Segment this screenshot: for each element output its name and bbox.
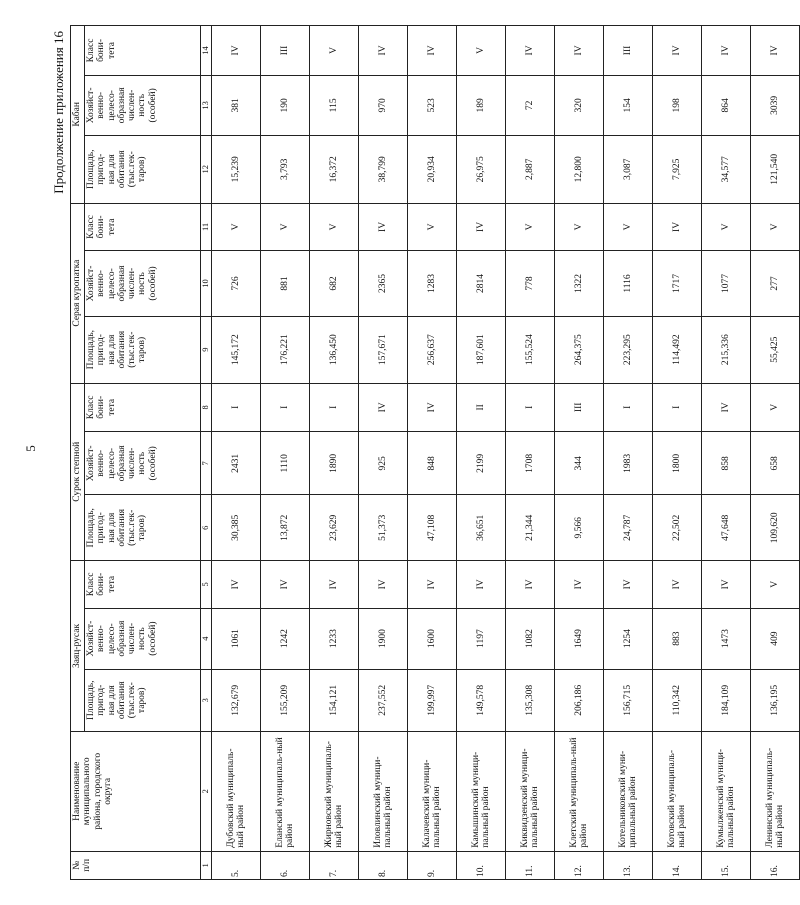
table-cell: 110,342: [653, 669, 702, 731]
table-cell: 1254: [604, 608, 653, 669]
district-name: Котовский муниципаль-ный район: [653, 731, 702, 851]
table-cell: I: [506, 383, 555, 432]
row-number: 7.: [310, 851, 359, 879]
table-cell: 157,671: [359, 316, 408, 383]
column-number: 11: [201, 203, 212, 251]
table-cell: 1983: [604, 432, 653, 495]
header-bonitet-class: Класс бони- тета: [85, 203, 201, 251]
table-cell: I: [261, 383, 310, 432]
table-body: [212, 26, 800, 880]
column-number: 8: [201, 383, 212, 432]
table-cell: 864: [702, 75, 751, 135]
table-cell: 1322: [555, 251, 604, 317]
table-cell: 7,925: [653, 135, 702, 203]
table-cell: IV: [261, 561, 310, 609]
table-cell: 2365: [359, 251, 408, 317]
table-cell: 1717: [653, 251, 702, 317]
table-cell: IV: [359, 383, 408, 432]
table-cell: 21,344: [506, 495, 555, 561]
district-name: Кумылженский муници-пальный район: [702, 731, 751, 851]
table-cell: 1077: [702, 251, 751, 317]
table-cell: 1800: [653, 432, 702, 495]
table-cell: 136,450: [310, 316, 359, 383]
table-cell: 2,887: [506, 135, 555, 203]
header-species: Серая куропатка: [71, 203, 85, 383]
table-cell: IV: [604, 561, 653, 609]
header-row-column-numbers: [201, 26, 212, 880]
table-row: [408, 26, 457, 880]
table-cell: 23,629: [310, 495, 359, 561]
table-cell: IV: [506, 26, 555, 76]
table-cell: 136,195: [751, 669, 800, 731]
table-cell: 3,087: [604, 135, 653, 203]
table-cell: 1890: [310, 432, 359, 495]
table-cell: 38,799: [359, 135, 408, 203]
table-row: [555, 26, 604, 880]
table-cell: I: [604, 383, 653, 432]
table-cell: II: [457, 383, 506, 432]
column-number: 4: [201, 608, 212, 669]
table-cell: 12,800: [555, 135, 604, 203]
table-cell: 1600: [408, 608, 457, 669]
table-cell: V: [212, 203, 261, 251]
table-cell: 47,108: [408, 495, 457, 561]
table-cell: IV: [555, 561, 604, 609]
table-cell: 187,601: [457, 316, 506, 383]
table-cell: IV: [310, 561, 359, 609]
row-number: 14.: [653, 851, 702, 879]
table-row: [604, 26, 653, 880]
table-cell: 51,373: [359, 495, 408, 561]
header-area: Площадь, пригод- ная для обитания (тыс.гек- таров): [85, 495, 201, 561]
table-cell: 72: [506, 75, 555, 135]
table-cell: 24,787: [604, 495, 653, 561]
table-cell: 115: [310, 75, 359, 135]
row-number: 16.: [751, 851, 800, 879]
table-cell: 726: [212, 251, 261, 317]
table-cell: III: [261, 26, 310, 76]
header-bonitet-class: Класс бони- тета: [85, 26, 201, 76]
table-cell: 658: [751, 432, 800, 495]
district-name: Еланский муниципаль-ный район: [261, 731, 310, 851]
table-cell: IV: [457, 203, 506, 251]
table-cell: 256,637: [408, 316, 457, 383]
header-area: Площадь, пригод- ная для обитания (тыс.гек- таров): [85, 316, 201, 383]
header-count: Хозяйст- венно- целесо- образная числен- ность (особей): [85, 75, 201, 135]
table-cell: 55,425: [751, 316, 800, 383]
table-cell: IV: [653, 26, 702, 76]
header-species: Кабан: [71, 26, 85, 204]
table-cell: 1242: [261, 608, 310, 669]
table-cell: V: [261, 203, 310, 251]
table-cell: IV: [408, 561, 457, 609]
table-row: [310, 26, 359, 880]
table-cell: 176,221: [261, 316, 310, 383]
row-number: 9.: [408, 851, 457, 879]
column-number: 3: [201, 669, 212, 731]
column-number: 1: [201, 851, 212, 879]
table-cell: 121,540: [751, 135, 800, 203]
continuation-heading: Продолжение приложения 16: [51, 31, 66, 194]
district-name: Камышинский муници-пальный район: [457, 731, 506, 851]
table-cell: 848: [408, 432, 457, 495]
table-cell: 1116: [604, 251, 653, 317]
table-cell: 970: [359, 75, 408, 135]
row-number: 10.: [457, 851, 506, 879]
table-cell: 2431: [212, 432, 261, 495]
table-cell: 9,566: [555, 495, 604, 561]
column-number: 10: [201, 251, 212, 317]
table-cell: 199,997: [408, 669, 457, 731]
table-cell: 925: [359, 432, 408, 495]
table-cell: 223,295: [604, 316, 653, 383]
district-name: Дубовский муниципаль-ный район: [212, 731, 261, 851]
table-cell: 3,793: [261, 135, 310, 203]
column-number: 12: [201, 135, 212, 203]
table-cell: 135,308: [506, 669, 555, 731]
row-number: 8.: [359, 851, 408, 879]
table-cell: V: [408, 203, 457, 251]
table-cell: V: [702, 203, 751, 251]
table-cell: 132,679: [212, 669, 261, 731]
table-cell: 381: [212, 75, 261, 135]
table-cell: 26,975: [457, 135, 506, 203]
district-name: Иловлинский муници-пальный район: [359, 731, 408, 851]
table-cell: 1110: [261, 432, 310, 495]
table-cell: 277: [751, 251, 800, 317]
column-number: 14: [201, 26, 212, 76]
row-number: 6.: [261, 851, 310, 879]
table-cell: 1061: [212, 608, 261, 669]
table-cell: 154: [604, 75, 653, 135]
table-cell: 778: [506, 251, 555, 317]
header-row-species: [71, 26, 85, 880]
table-cell: IV: [457, 561, 506, 609]
table-cell: IV: [506, 561, 555, 609]
table-row: [212, 26, 261, 880]
header-bonitet-class: Класс бони- тета: [85, 561, 201, 609]
table-cell: 47,648: [702, 495, 751, 561]
table-cell: IV: [212, 561, 261, 609]
table-row: [653, 26, 702, 880]
table-cell: 320: [555, 75, 604, 135]
table-cell: V: [310, 26, 359, 76]
table-cell: IV: [751, 26, 800, 76]
table-cell: 13,872: [261, 495, 310, 561]
column-number: 6: [201, 495, 212, 561]
table-row: [751, 26, 800, 880]
table-cell: IV: [359, 26, 408, 76]
table-cell: IV: [359, 203, 408, 251]
table-cell: V: [751, 561, 800, 609]
table-cell: 264,375: [555, 316, 604, 383]
table-cell: 145,172: [212, 316, 261, 383]
table-row: [506, 26, 555, 880]
table-cell: 156,715: [604, 669, 653, 731]
table-cell: 883: [653, 608, 702, 669]
table-cell: 190: [261, 75, 310, 135]
header-area: Площадь, пригод- ная для обитания (тыс.гек- таров): [85, 135, 201, 203]
table-cell: V: [457, 26, 506, 76]
table-cell: 154,121: [310, 669, 359, 731]
header-count: Хозяйст- венно- целесо- образная числен- ность (особей): [85, 608, 201, 669]
table-row: [702, 26, 751, 880]
table-cell: 1197: [457, 608, 506, 669]
header-species: Заяц-русак: [71, 561, 85, 732]
table-row: [457, 26, 506, 880]
table-cell: IV: [702, 26, 751, 76]
table-cell: 1233: [310, 608, 359, 669]
table-cell: IV: [653, 203, 702, 251]
table-cell: I: [212, 383, 261, 432]
row-number: 15.: [702, 851, 751, 879]
row-number: 13.: [604, 851, 653, 879]
table-cell: IV: [408, 26, 457, 76]
header-count: Хозяйст- венно- целесо- образная числен- ность (особей): [85, 251, 201, 317]
table-cell: IV: [555, 26, 604, 76]
table-cell: 114,492: [653, 316, 702, 383]
table-cell: 34,577: [702, 135, 751, 203]
table-cell: 149,578: [457, 669, 506, 731]
table-header: [71, 26, 212, 880]
table-cell: 206,186: [555, 669, 604, 731]
table-cell: I: [310, 383, 359, 432]
table-cell: 881: [261, 251, 310, 317]
table-cell: 36,651: [457, 495, 506, 561]
table-cell: 215,336: [702, 316, 751, 383]
table-cell: 682: [310, 251, 359, 317]
rotated-content: [51, 25, 785, 880]
column-number: 9: [201, 316, 212, 383]
column-number: 2: [201, 731, 212, 851]
table-cell: III: [604, 26, 653, 76]
table-cell: 3039: [751, 75, 800, 135]
table-cell: 1649: [555, 608, 604, 669]
column-number: 13: [201, 75, 212, 135]
district-name: Ленинский муниципаль-ный район: [751, 731, 800, 851]
district-name: Жирновский муниципаль-ный район: [310, 731, 359, 851]
row-number: 11.: [506, 851, 555, 879]
table-cell: 523: [408, 75, 457, 135]
table-cell: 1708: [506, 432, 555, 495]
column-number: 5: [201, 561, 212, 609]
header-district-name: Наименование муниципального района, городского округа: [71, 731, 201, 851]
header-count: Хозяйст- венно- целесо- образная числен- ность (особей): [85, 432, 201, 495]
table-cell: 1082: [506, 608, 555, 669]
table-cell: 22,502: [653, 495, 702, 561]
table-cell: IV: [359, 561, 408, 609]
table-cell: V: [751, 203, 800, 251]
table-cell: 15,239: [212, 135, 261, 203]
table-cell: 155,209: [261, 669, 310, 731]
table-cell: 237,552: [359, 669, 408, 731]
header-number: № п/п: [71, 851, 201, 879]
table-row: [359, 26, 408, 880]
table-cell: 184,109: [702, 669, 751, 731]
district-name: Клетский муниципаль-ный район: [555, 731, 604, 851]
row-number: 12.: [555, 851, 604, 879]
table-cell: IV: [212, 26, 261, 76]
table-cell: V: [506, 203, 555, 251]
district-name: Котельниковский муни-ципальный район: [604, 731, 653, 851]
header-bonitet-class: Класс бони- тета: [85, 383, 201, 432]
table-cell: 2199: [457, 432, 506, 495]
table-cell: V: [604, 203, 653, 251]
table-cell: 344: [555, 432, 604, 495]
table-cell: 409: [751, 608, 800, 669]
table-cell: III: [555, 383, 604, 432]
table-cell: V: [555, 203, 604, 251]
table-cell: V: [751, 383, 800, 432]
table-cell: 20,934: [408, 135, 457, 203]
district-name: Калачевский муници-пальный район: [408, 731, 457, 851]
table-row: [261, 26, 310, 880]
table-cell: 16,372: [310, 135, 359, 203]
table-cell: 198: [653, 75, 702, 135]
game-species-table: [70, 25, 800, 880]
table-cell: I: [653, 383, 702, 432]
table-cell: V: [310, 203, 359, 251]
table-cell: 189: [457, 75, 506, 135]
column-number: 7: [201, 432, 212, 495]
page-number: 5: [22, 445, 38, 452]
table-cell: 155,524: [506, 316, 555, 383]
table-cell: 858: [702, 432, 751, 495]
table-cell: 30,385: [212, 495, 261, 561]
table-cell: IV: [702, 561, 751, 609]
table-cell: 1473: [702, 608, 751, 669]
header-species: Сурок степной: [71, 383, 85, 561]
table-cell: IV: [408, 383, 457, 432]
table-cell: IV: [653, 561, 702, 609]
table-cell: 109,620: [751, 495, 800, 561]
header-area: Площадь, пригод- ная для обитания (тыс.гек- таров): [85, 669, 201, 731]
table-cell: 2814: [457, 251, 506, 317]
rotated-page: [51, 25, 785, 880]
table-cell: 1283: [408, 251, 457, 317]
table-cell: IV: [702, 383, 751, 432]
row-number: 5.: [212, 851, 261, 879]
district-name: Киквидзенский муници-пальный район: [506, 731, 555, 851]
table-cell: 1900: [359, 608, 408, 669]
